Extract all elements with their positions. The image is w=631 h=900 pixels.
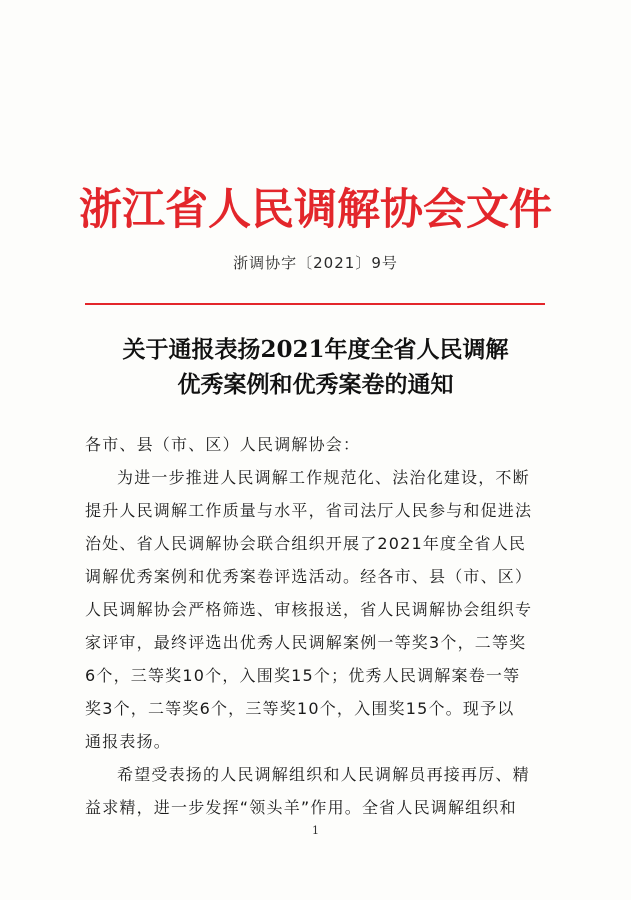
- paragraph1-line-6: 家评审，最终评选出优秀人民调解案例一等奖3个，二等奖: [85, 633, 527, 652]
- paragraph2-line-2: 益求精，进一步发挥“领头羊”作用。全省人民调解组织和: [85, 798, 517, 817]
- paragraph1-line-4: 调解优秀案例和优秀案卷评选活动。经各市、县（市、区）: [85, 567, 533, 586]
- salutation: 各市、县（市、区）人民调解协会：: [85, 435, 361, 454]
- document-number: 浙调协字〔2021〕9号: [233, 254, 398, 272]
- paragraph1-line-3: 治处、省人民调解协会联合组织开展了2021年度全省人民: [85, 534, 527, 553]
- paragraph1-line-9: 通报表扬。: [85, 732, 172, 751]
- paragraph1-line-1: 为进一步推进人民调解工作规范化、法治化建设，不断: [117, 468, 530, 487]
- paragraph1-line-8: 奖3个，二等奖6个，三等奖10个，入围奖15个。现予以: [85, 699, 515, 718]
- masthead-title: 浙江省人民调解协会文件: [79, 185, 552, 235]
- red-divider-line: [85, 303, 545, 305]
- paragraph2-line-1: 希望受表扬的人民调解组织和人民调解员再接再厉、精: [117, 765, 530, 784]
- paragraph1-line-7: 6个，三等奖10个，入围奖15个；优秀人民调解案卷一等: [85, 666, 521, 685]
- notice-title-line-1: 关于通报表扬2021年度全省人民调解: [122, 336, 509, 363]
- paragraph1-line-2: 提升人民调解工作质量与水平，省司法厅人民参与和促进法: [85, 501, 533, 520]
- notice-title-line-2: 优秀案例和优秀案卷的通知: [177, 371, 454, 398]
- paragraph1-line-5: 人民调解协会严格筛选、审核报送，省人民调解协会组织专: [85, 600, 533, 619]
- page-number: 1: [312, 824, 319, 837]
